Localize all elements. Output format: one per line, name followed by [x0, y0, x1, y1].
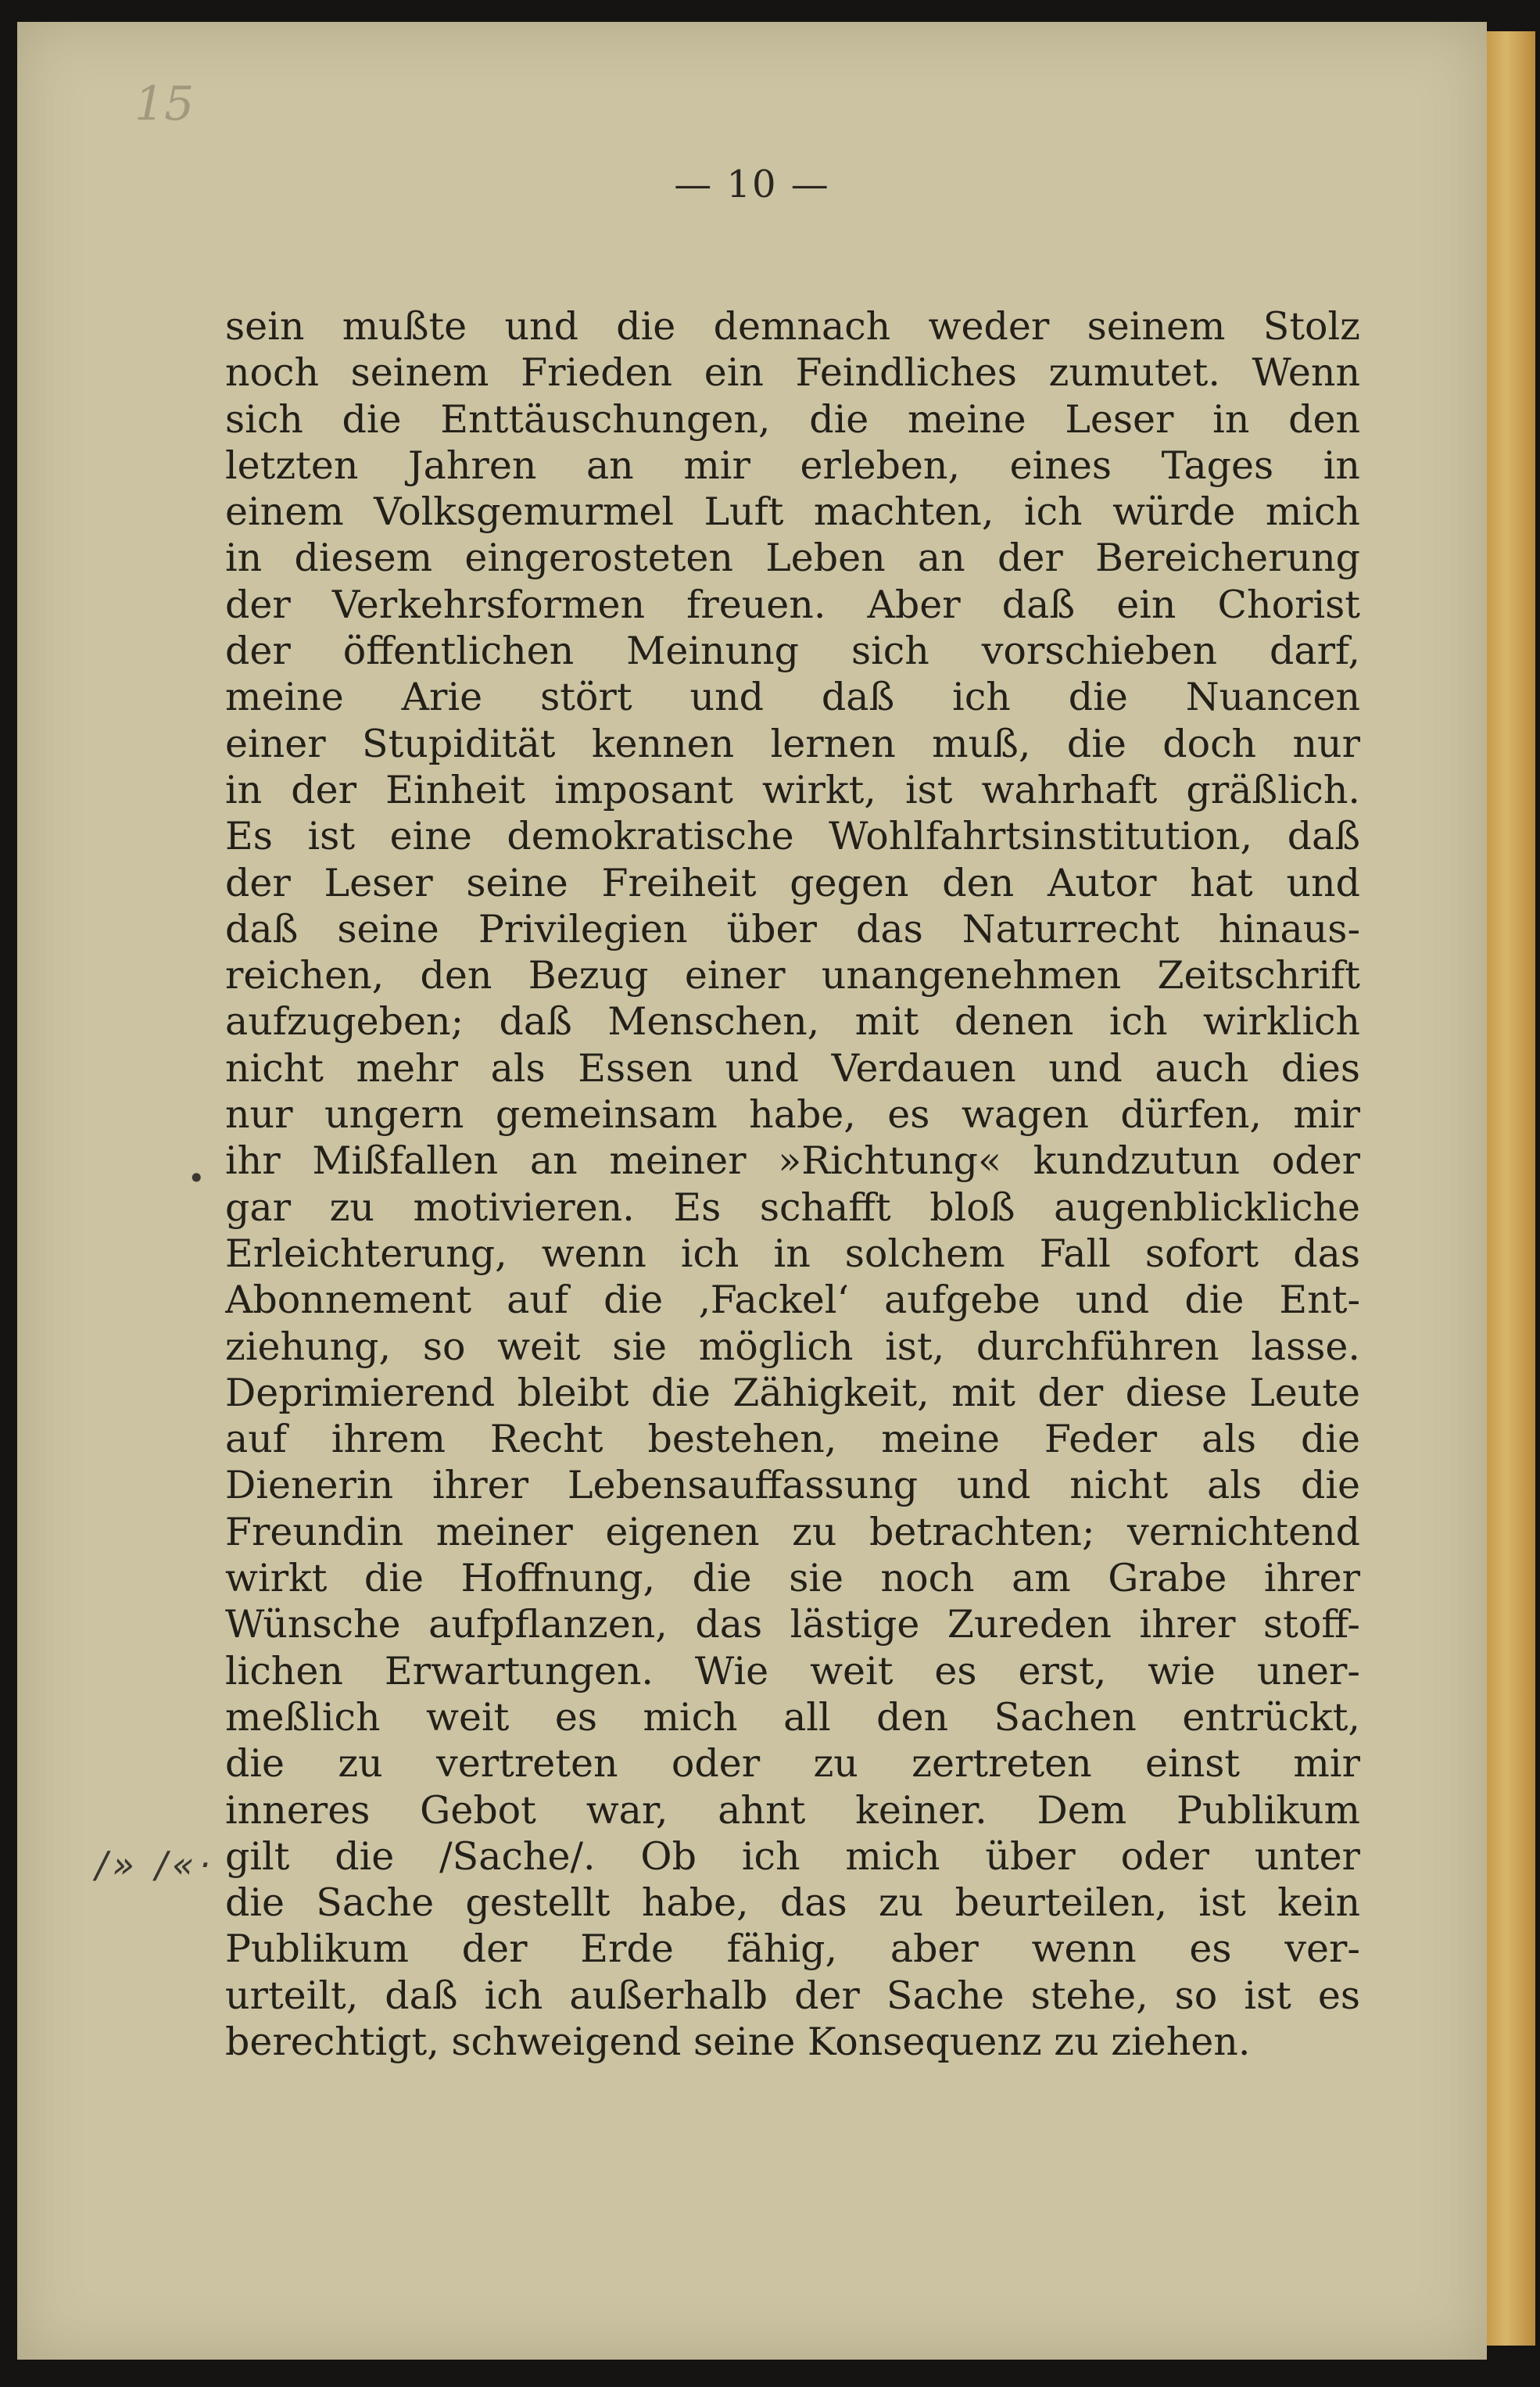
text-line: gilt die /Sache/. Ob ich mich über oder unter [225, 1833, 1360, 1879]
text-line: meßlich weit es mich all den Sachen entrückt, [225, 1694, 1360, 1740]
text-line: urteilt, daß ich außerhalb der Sache stehe, so ist es [225, 1973, 1360, 2018]
text-line: sein mußte und die demnach weder seinem Stolz [225, 304, 1360, 349]
text-line: ihr Mißfallen an meiner »Richtung« kundzutun oder [225, 1138, 1360, 1184]
text-line: sich die Enttäuschungen, die meine Leser in den [225, 396, 1360, 442]
text-line: nur ungern gemeinsam habe, es wagen dürfen, mir [225, 1092, 1360, 1138]
text-line: Dienerin ihrer Lebensauffassung und nicht als die [225, 1463, 1360, 1508]
text-line: in der Einheit imposant wirkt, ist wahrhaft gräßlich. [225, 767, 1360, 812]
text-line: berechtigt, schweigend seine Konsequenz zu ziehen. [225, 2019, 1251, 2064]
text-line: meine Arie stört und daß ich die Nuancen [225, 675, 1360, 720]
text-line: nicht mehr als Essen und Verdauen und auch dies [225, 1045, 1360, 1091]
text-line: wirkt die Hoffnung, die sie noch am Grabe ihrer [225, 1556, 1360, 1601]
text-line: in diesem eingerosteten Leben an der Bereicherung [225, 536, 1360, 581]
text-line: Es ist eine demokratische Wohlfahrtsinstitution, daß [225, 814, 1360, 859]
page-edge [1487, 31, 1535, 2346]
body-text [225, 303, 1360, 2065]
text-line: aufzugeben; daß Menschen, mit denen ich wirklich [225, 999, 1360, 1045]
text-line: der Verkehrsformen freuen. Aber daß ein Chorist [225, 582, 1360, 627]
text-line: gar zu motivieren. Es schafft bloß augenblickliche [225, 1185, 1360, 1230]
text-line: noch seinem Frieden ein Feindliches zumutet. Wenn [225, 350, 1360, 396]
margin-bullet: • [188, 1161, 206, 1195]
text-line: der Leser seine Freiheit gegen den Autor hat und [225, 860, 1360, 905]
page-number: — 10 — [674, 163, 830, 206]
text-line: ziehung, so weit sie möglich ist, durchführen lasse. [225, 1324, 1360, 1369]
text-line: reichen, den Bezug einer unangenehmen Zeitschrift [225, 953, 1360, 998]
text-line: einer Stupidität kennen lernen muß, die doch nur [225, 721, 1360, 766]
text-line: Erleichterung, wenn ich in solchem Fall sofort das [225, 1231, 1360, 1276]
text-line: auf ihrem Recht bestehen, meine Feder als die [225, 1417, 1360, 1462]
text-line: die Sache gestellt habe, das zu beurteilen, ist kein [225, 1880, 1360, 1926]
text-line: einem Volksgemurmel Luft machten, ich würde mich [225, 489, 1360, 535]
pencil-corner-mark: 15 [134, 77, 195, 131]
handwritten-marginalia: /» /«· [95, 1844, 216, 1886]
text-line: daß seine Privilegien über das Naturrecht hinaus- [225, 906, 1360, 952]
text-line: Wünsche aufpflanzen, das lästige Zureden ihrer stoff- [225, 1602, 1360, 1647]
text-line: der öffentlichen Meinung sich vorschieben darf, [225, 629, 1360, 674]
book-page [17, 22, 1487, 2360]
text-line: Deprimierend bleibt die Zähigkeit, mit der diese Leute [225, 1370, 1360, 1415]
text-line: die zu vertreten oder zu zertreten einst mir [225, 1741, 1360, 1787]
text-line: letzten Jahren an mir erleben, eines Tages in [225, 443, 1360, 488]
text-line: Publikum der Erde fähig, aber wenn es ver- [225, 1926, 1360, 1972]
text-line: inneres Gebot war, ahnt keiner. Dem Publikum [225, 1787, 1360, 1833]
text-line: Freundin meiner eigenen zu betrachten; vernichtend [225, 1509, 1360, 1554]
text-line: lichen Erwartungen. Wie weit es erst, wie uner- [225, 1648, 1360, 1693]
text-line: Abonnement auf die ‚Fackel‘ aufgebe und die Ent- [225, 1278, 1360, 1323]
